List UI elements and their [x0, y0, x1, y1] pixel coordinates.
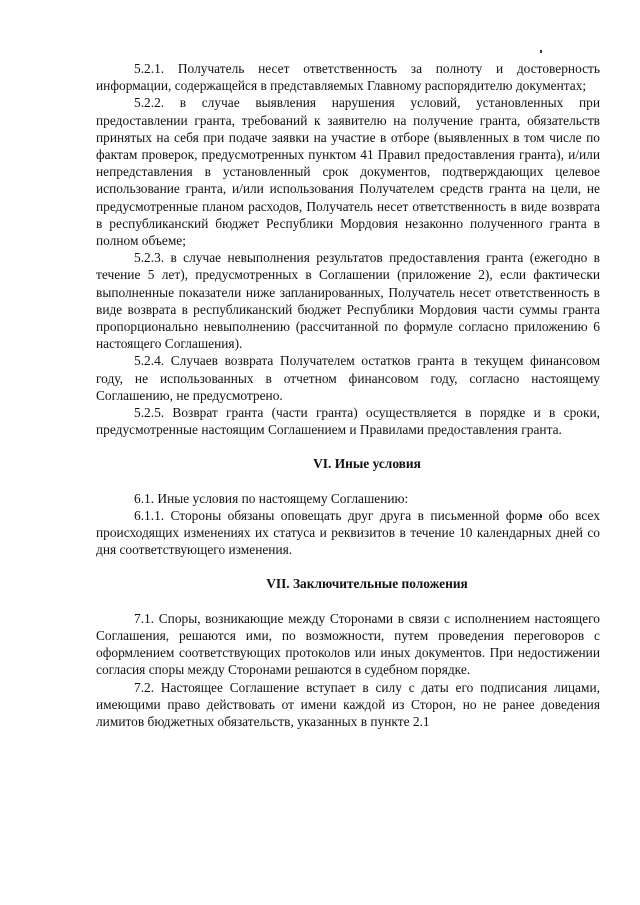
spacer [96, 438, 600, 455]
paragraph-5-2-5: 5.2.5. Возврат гранта (части гранта) осуществляется в порядке и в сроки, предусмотренные настоящим Соглашением и Правилами предоставления гранта. [96, 405, 600, 438]
section-6-heading: VI. Иные условия [313, 456, 421, 472]
paragraph-7-2: 7.2. Настоящее Соглашение вступает в силу с даты его подписания лицами, имеющими право действовать от имени каждой из Сторон, но не ранее доведения лимитов бюджетных обязательств, указанных в пункте 2.1 [96, 679, 600, 729]
paragraph-5-2-2: 5.2.2. в случае выявления нарушения условий, установленных при предоставлении гранта, требований к заявителю на получение гранта, обязательств принятых на себя при подаче заявки на участие в отборе (выявленных в том числе по фактам проверок, предусмотренных пунктом 41 Правил предоставления гранта), и/или непредставления в установленный срок документов, подтверждающих целевое использование гранта, и/или использования Получателем средств гранта на цели, не предусмотренные планом расходов, Получатель несет ответственность в виде возврата в республиканский бюджет Республики Мордовия незаконно полученного гранта в полном объеме; [96, 95, 600, 249]
paragraph-5-2-3: 5.2.3. в случае невыполнения результатов предоставления гранта (ежегодно в течение 5 лет), предусмотренных в Соглашении (приложение 2), если фактически выполненные показатели ниже запланированных, Получатель несет ответственность в виде возврата в республиканский бюджет Республики Мордовия части суммы гранта пропорционально невыполнению (рассчитанной по формуле согласно приложению 6 настоящего Соглашения). [96, 250, 600, 352]
paragraph-6-1-1: 6.1.1. Стороны обязаны оповещать друг друга в письменной форме обо всех происходящих изменениях их статуса и реквизитов в течение 10 календарных дней со дня соответствующего изменения. [96, 507, 600, 558]
paragraph-6-1: 6.1. Иные условия по настоящему Соглашению: [134, 490, 409, 506]
spacer [96, 593, 600, 610]
paragraph-5-2-1: 5.2.1. Получатель несет ответственность за полноту и достоверность информации, содержащейся в представляемых Главному распорядителю документах; [96, 61, 600, 94]
document-page [96, 60, 600, 730]
spacer [96, 558, 600, 575]
scan-speck [540, 50, 542, 53]
spacer [96, 473, 600, 490]
paragraph-5-2-4: 5.2.4. Случаев возврата Получателем остатков гранта в текущем финансовом году, не использованных в отчетном финансовом году, согласно настоящему Соглашению, не предусмотрено. [96, 353, 600, 403]
paragraph-7-1: 7.1. Споры, возникающие между Сторонами в связи с исполнением настоящего Соглашения, решаются ими, по возможности, путем проведения переговоров с оформлением соответствующих протоколов или иных документов. При недостижении согласия споры между Сторонами решаются в судебном порядке. [96, 610, 600, 678]
section-7-heading: VII. Заключительные положения [266, 576, 468, 592]
